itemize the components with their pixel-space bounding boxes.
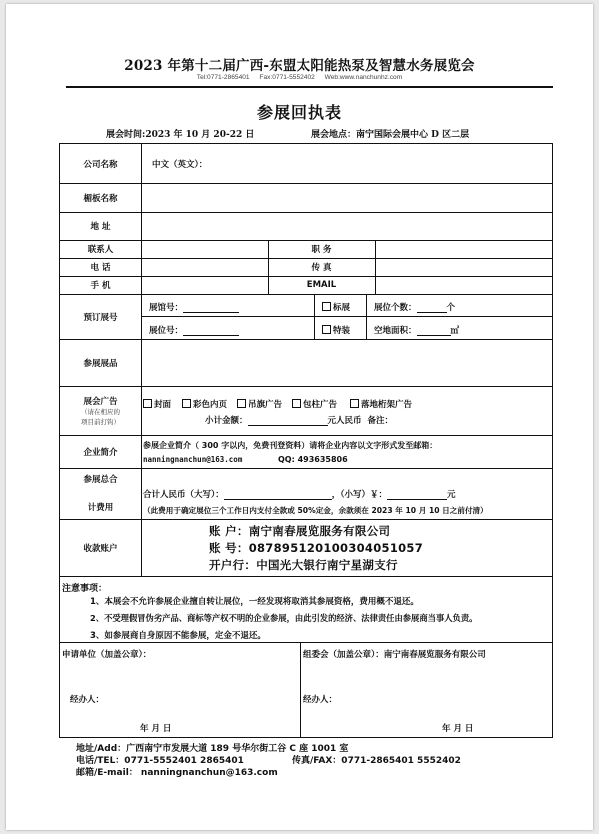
- payment-terms-note: （此费用于确定展位三个工作日内支付全款或 50%定金，余款须在 2023 年 10 月 10 日之前付清）: [143, 506, 488, 515]
- ad-option-pillar[interactable]: 包柱广告: [292, 398, 337, 410]
- form-title: 参展回执表: [256, 103, 342, 122]
- account-number: 账 号：087895120100304051057: [209, 541, 424, 555]
- profile-email: nanningnanchun@163.com: [143, 455, 243, 464]
- position-input[interactable]: [378, 242, 550, 256]
- registration-form: [59, 143, 553, 643]
- date-left: 年 月 日: [140, 724, 172, 734]
- booth-booking-label: 预订展号: [83, 312, 118, 323]
- booth-count-field[interactable]: 展位个数： 个: [374, 303, 456, 313]
- note-item-3: 3、如参展商自身原因不能参展，定金不退还。: [90, 631, 266, 641]
- payee-account-label: 收款账户: [83, 543, 118, 554]
- expo-ad-label: 展会广告 （请在相应的 项目前打钩）: [81, 396, 120, 426]
- company-name-input[interactable]: [230, 148, 550, 180]
- organizer-seal-area[interactable]: [306, 663, 546, 689]
- expo-time: 展会时间:2023 年 10 月 20-22 日: [106, 130, 255, 140]
- header-tel: Tel:0771-2865401: [196, 74, 250, 81]
- checkbox-icon: [322, 302, 331, 311]
- header-web: Web:www.nanchunhz.com: [324, 74, 403, 81]
- footer-address: 地址/Add：广西南宁市发展大道 189 号华尔街工谷 C 座 1001 室: [76, 744, 349, 754]
- company-profile-label: 企业简介: [83, 447, 118, 458]
- ad-option-cover[interactable]: 封面: [143, 398, 171, 410]
- total-fee-label: 参展总合 计费用: [83, 474, 118, 513]
- position-label: 职 务: [311, 245, 332, 255]
- booth-no-field[interactable]: 展位号：: [149, 324, 239, 336]
- handler-right-label: 经办人：: [303, 695, 338, 705]
- address-input[interactable]: [145, 215, 550, 237]
- applicant-seal-label: 申请单位（加盖公章）：: [62, 650, 152, 660]
- account-name: 账 户：南宁南春展览服务有限公司: [209, 524, 391, 538]
- space-area-field[interactable]: 空地面积： ㎡: [374, 326, 460, 336]
- ad-subtotal-field[interactable]: 小计金额： 元人民币 备注：: [205, 416, 394, 426]
- date-right: 年 月 日: [442, 724, 474, 734]
- fascia-name-input[interactable]: [145, 186, 550, 209]
- contact-person-input[interactable]: [144, 242, 266, 256]
- header-fax: Fax:0771-5552402: [259, 74, 315, 81]
- contact-line: [6, 74, 593, 81]
- hall-no-field[interactable]: 展馆号：: [149, 301, 239, 313]
- profile-qq: QQ: 493635806: [278, 455, 348, 464]
- fax-input[interactable]: [378, 260, 550, 274]
- company-name-hint: 中文（英文）：: [152, 160, 208, 170]
- exhibition-title: 2023 年第十二届广西-东盟太阳能热泵及智慧水务展览会: [124, 58, 475, 74]
- organizer-seal-label: 组委会（加盖公章）：南宁南春展览服务有限公司: [303, 650, 486, 660]
- ad-option-banner[interactable]: 吊旗广告: [237, 398, 282, 410]
- header-divider: [66, 86, 553, 88]
- standard-booth-checkbox[interactable]: 标展: [322, 301, 350, 313]
- mobile-input[interactable]: [144, 278, 266, 292]
- ad-option-truss[interactable]: 落地桁架广告: [350, 398, 412, 410]
- ad-option-color-page[interactable]: 彩色内页: [182, 398, 227, 410]
- special-booth-checkbox[interactable]: 特装: [322, 324, 350, 336]
- footer-fax: 传真/FAX：0771-2865401 5552402: [292, 756, 461, 766]
- expo-place: 展会地点：南宁国际会展中心 D 区二层: [311, 130, 470, 140]
- company-name-label: 公司名称: [83, 159, 118, 170]
- checkbox-icon: [322, 325, 331, 334]
- applicant-seal-area[interactable]: [64, 663, 294, 689]
- account-bank: 开户行：中国光大银行南宁星湖支行: [209, 558, 398, 572]
- profile-instruction: 参展企业简介（ 300 字以内，免费刊登资料）请将企业内容以文字形式发至邮箱：: [143, 441, 438, 450]
- email-input[interactable]: [378, 278, 550, 292]
- fascia-name-label: 楣板名称: [83, 193, 118, 204]
- email-label: EMAIL: [306, 280, 337, 290]
- fax-label: 传 真: [311, 263, 332, 273]
- document-page: [6, 4, 593, 830]
- exhibits-label: 参展展品: [83, 358, 118, 369]
- note-item-2: 2、不受理假冒伪劣产品、商标等产权不明的企业参展，由此引发的经济、法律责任由参展商当事人负责。: [90, 613, 478, 623]
- footer-tel: 电话/TEL：0771-5552401 2865401: [76, 756, 244, 766]
- phone-label: 电 话: [90, 263, 111, 273]
- notes-title: 注意事项：: [62, 584, 108, 594]
- note-item-1: 1、本展会不允许参展企业擅自转让展位，一经发现将取消其参展资格，费用概不退还。: [90, 597, 419, 607]
- footer-email: 邮箱/E-mail： nanningnanchun@163.com: [76, 768, 278, 778]
- signature-area: [59, 643, 553, 738]
- mobile-label: 手 机: [90, 281, 111, 291]
- phone-input[interactable]: [144, 260, 266, 274]
- address-label: 地 址: [90, 222, 111, 232]
- contact-person-label: 联系人: [87, 245, 114, 255]
- exhibits-input[interactable]: [145, 342, 550, 383]
- handler-left-label: 经办人：: [70, 695, 105, 705]
- total-amount-field[interactable]: 合计人民币（大写）： ，（小写）￥： 元: [143, 490, 456, 500]
